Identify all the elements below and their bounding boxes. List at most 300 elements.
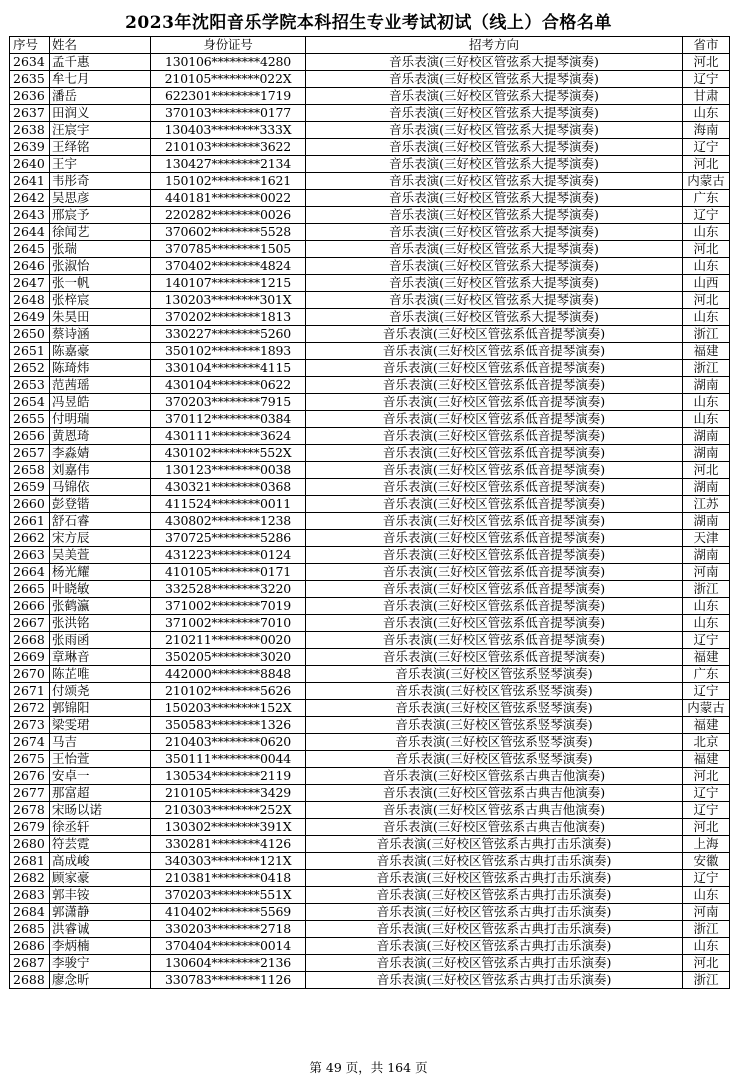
cell-id: 210211********0020 xyxy=(151,632,306,649)
cell-province: 福建 xyxy=(683,649,730,666)
cell-id: 130403********333X xyxy=(151,122,306,139)
table-row xyxy=(10,734,730,751)
cell-name: 顾家豪 xyxy=(50,870,151,887)
cell-name: 孟千惠 xyxy=(50,54,151,71)
cell-name: 黄恩琦 xyxy=(50,428,151,445)
cell-name: 张鹤瀛 xyxy=(50,598,151,615)
table-row xyxy=(10,292,730,309)
cell-province: 上海 xyxy=(683,836,730,853)
cell-id: 130106********4280 xyxy=(151,54,306,71)
cell-name: 张淑怡 xyxy=(50,258,151,275)
table-row xyxy=(10,343,730,360)
cell-id: 130123********0038 xyxy=(151,462,306,479)
table-row xyxy=(10,666,730,683)
cell-province: 山东 xyxy=(683,598,730,615)
cell-seq: 2674 xyxy=(10,734,50,751)
cell-province: 湖南 xyxy=(683,479,730,496)
cell-direction: 音乐表演(三好校区管弦系低音提琴演奏) xyxy=(306,564,683,581)
cell-name: 符芸霓 xyxy=(50,836,151,853)
cell-id: 370402********4824 xyxy=(151,258,306,275)
cell-seq: 2672 xyxy=(10,700,50,717)
cell-name: 李炳楠 xyxy=(50,938,151,955)
cell-id: 210381********0418 xyxy=(151,870,306,887)
cell-seq: 2642 xyxy=(10,190,50,207)
table-header-row xyxy=(10,37,730,54)
cell-name: 陈芷唯 xyxy=(50,666,151,683)
cell-direction: 音乐表演(三好校区管弦系古典打击乐演奏) xyxy=(306,853,683,870)
cell-seq: 2678 xyxy=(10,802,50,819)
cell-seq: 2658 xyxy=(10,462,50,479)
cell-province: 山西 xyxy=(683,275,730,292)
table-row xyxy=(10,360,730,377)
cell-id: 371002********7010 xyxy=(151,615,306,632)
cell-seq: 2651 xyxy=(10,343,50,360)
cell-seq: 2681 xyxy=(10,853,50,870)
cell-seq: 2654 xyxy=(10,394,50,411)
cell-seq: 2647 xyxy=(10,275,50,292)
table-row xyxy=(10,598,730,615)
cell-direction: 音乐表演(三好校区管弦系古典打击乐演奏) xyxy=(306,887,683,904)
table-row xyxy=(10,700,730,717)
cell-direction: 音乐表演(三好校区管弦系古典打击乐演奏) xyxy=(306,972,683,989)
cell-name: 张雨函 xyxy=(50,632,151,649)
cell-seq: 2649 xyxy=(10,309,50,326)
cell-name: 徐丞轩 xyxy=(50,819,151,836)
cell-province: 福建 xyxy=(683,717,730,734)
header-id: 身份证号 xyxy=(151,37,306,54)
cell-id: 442000********8848 xyxy=(151,666,306,683)
cell-seq: 2636 xyxy=(10,88,50,105)
cell-id: 150102********1621 xyxy=(151,173,306,190)
table-row xyxy=(10,870,730,887)
cell-province: 湖南 xyxy=(683,445,730,462)
cell-province: 山东 xyxy=(683,411,730,428)
table-row xyxy=(10,564,730,581)
cell-seq: 2668 xyxy=(10,632,50,649)
cell-id: 370202********1813 xyxy=(151,309,306,326)
cell-seq: 2646 xyxy=(10,258,50,275)
table-row xyxy=(10,479,730,496)
cell-name: 朱昊田 xyxy=(50,309,151,326)
cell-province: 山东 xyxy=(683,887,730,904)
table-row xyxy=(10,887,730,904)
table-row xyxy=(10,649,730,666)
cell-seq: 2657 xyxy=(10,445,50,462)
cell-name: 王宇 xyxy=(50,156,151,173)
cell-province: 北京 xyxy=(683,734,730,751)
cell-name: 李骏宁 xyxy=(50,955,151,972)
cell-id: 431223********0124 xyxy=(151,547,306,564)
cell-seq: 2641 xyxy=(10,173,50,190)
cell-province: 河北 xyxy=(683,156,730,173)
table-row xyxy=(10,717,730,734)
cell-id: 130534********2119 xyxy=(151,768,306,785)
table-row xyxy=(10,836,730,853)
cell-seq: 2662 xyxy=(10,530,50,547)
cell-name: 陈嘉豪 xyxy=(50,343,151,360)
cell-seq: 2661 xyxy=(10,513,50,530)
cell-province: 天津 xyxy=(683,530,730,547)
cell-seq: 2639 xyxy=(10,139,50,156)
cell-seq: 2660 xyxy=(10,496,50,513)
table-row xyxy=(10,819,730,836)
cell-direction: 音乐表演(三好校区管弦系古典吉他演奏) xyxy=(306,785,683,802)
table-row xyxy=(10,632,730,649)
cell-province: 河北 xyxy=(683,768,730,785)
table-row xyxy=(10,326,730,343)
cell-name: 范茜瑶 xyxy=(50,377,151,394)
table-row xyxy=(10,768,730,785)
cell-direction: 音乐表演(三好校区管弦系低音提琴演奏) xyxy=(306,377,683,394)
cell-name: 马吉 xyxy=(50,734,151,751)
cell-name: 马锦依 xyxy=(50,479,151,496)
table-row xyxy=(10,802,730,819)
cell-province: 浙江 xyxy=(683,921,730,938)
cell-direction: 音乐表演(三好校区管弦系大提琴演奏) xyxy=(306,258,683,275)
table-row xyxy=(10,139,730,156)
cell-province: 广东 xyxy=(683,666,730,683)
cell-name: 舒石睿 xyxy=(50,513,151,530)
cell-seq: 2684 xyxy=(10,904,50,921)
cell-province: 辽宁 xyxy=(683,802,730,819)
table-row xyxy=(10,224,730,241)
cell-id: 130203********301X xyxy=(151,292,306,309)
cell-direction: 音乐表演(三好校区管弦系大提琴演奏) xyxy=(306,88,683,105)
cell-direction: 音乐表演(三好校区管弦系大提琴演奏) xyxy=(306,190,683,207)
table-row xyxy=(10,207,730,224)
cell-direction: 音乐表演(三好校区管弦系大提琴演奏) xyxy=(306,173,683,190)
cell-province: 安徽 xyxy=(683,853,730,870)
cell-direction: 音乐表演(三好校区管弦系大提琴演奏) xyxy=(306,224,683,241)
cell-id: 430104********0622 xyxy=(151,377,306,394)
cell-direction: 音乐表演(三好校区管弦系低音提琴演奏) xyxy=(306,479,683,496)
cell-seq: 2664 xyxy=(10,564,50,581)
cell-id: 430321********0368 xyxy=(151,479,306,496)
cell-direction: 音乐表演(三好校区管弦系古典打击乐演奏) xyxy=(306,904,683,921)
cell-province: 辽宁 xyxy=(683,207,730,224)
cell-direction: 音乐表演(三好校区管弦系低音提琴演奏) xyxy=(306,632,683,649)
cell-direction: 音乐表演(三好校区管弦系低音提琴演奏) xyxy=(306,462,683,479)
table-row xyxy=(10,275,730,292)
cell-id: 210102********5626 xyxy=(151,683,306,700)
cell-province: 内蒙古 xyxy=(683,700,730,717)
cell-id: 622301********1719 xyxy=(151,88,306,105)
cell-direction: 音乐表演(三好校区管弦系竖琴演奏) xyxy=(306,700,683,717)
cell-seq: 2671 xyxy=(10,683,50,700)
cell-id: 130427********2134 xyxy=(151,156,306,173)
cell-province: 辽宁 xyxy=(683,71,730,88)
table-row xyxy=(10,904,730,921)
cell-province: 福建 xyxy=(683,343,730,360)
cell-direction: 音乐表演(三好校区管弦系古典吉他演奏) xyxy=(306,802,683,819)
header-seq: 序号 xyxy=(10,37,50,54)
cell-name: 廖念昕 xyxy=(50,972,151,989)
cell-seq: 2653 xyxy=(10,377,50,394)
cell-name: 韦彤奇 xyxy=(50,173,151,190)
table-row xyxy=(10,547,730,564)
cell-direction: 音乐表演(三好校区管弦系低音提琴演奏) xyxy=(306,581,683,598)
table-row xyxy=(10,88,730,105)
cell-name: 杨光耀 xyxy=(50,564,151,581)
table-row xyxy=(10,530,730,547)
cell-name: 徐闻艺 xyxy=(50,224,151,241)
cell-seq: 2685 xyxy=(10,921,50,938)
cell-province: 浙江 xyxy=(683,326,730,343)
cell-direction: 音乐表演(三好校区管弦系竖琴演奏) xyxy=(306,666,683,683)
cell-province: 河北 xyxy=(683,241,730,258)
header-name: 姓名 xyxy=(50,37,151,54)
cell-name: 吴思彦 xyxy=(50,190,151,207)
cell-id: 210105********022X xyxy=(151,71,306,88)
cell-name: 章琳音 xyxy=(50,649,151,666)
cell-seq: 2666 xyxy=(10,598,50,615)
cell-province: 湖南 xyxy=(683,547,730,564)
cell-seq: 2669 xyxy=(10,649,50,666)
cell-name: 牟七月 xyxy=(50,71,151,88)
cell-direction: 音乐表演(三好校区管弦系大提琴演奏) xyxy=(306,71,683,88)
cell-province: 福建 xyxy=(683,751,730,768)
cell-direction: 音乐表演(三好校区管弦系低音提琴演奏) xyxy=(306,445,683,462)
cell-id: 370203********7915 xyxy=(151,394,306,411)
cell-id: 430102********552X xyxy=(151,445,306,462)
cell-direction: 音乐表演(三好校区管弦系竖琴演奏) xyxy=(306,751,683,768)
cell-province: 山东 xyxy=(683,309,730,326)
cell-direction: 音乐表演(三好校区管弦系大提琴演奏) xyxy=(306,309,683,326)
cell-seq: 2688 xyxy=(10,972,50,989)
table-row xyxy=(10,190,730,207)
cell-id: 370404********0014 xyxy=(151,938,306,955)
cell-seq: 2635 xyxy=(10,71,50,88)
cell-direction: 音乐表演(三好校区管弦系竖琴演奏) xyxy=(306,717,683,734)
table-row xyxy=(10,462,730,479)
table-row xyxy=(10,173,730,190)
table-row xyxy=(10,938,730,955)
cell-direction: 音乐表演(三好校区管弦系低音提琴演奏) xyxy=(306,530,683,547)
table-row xyxy=(10,751,730,768)
cell-id: 220282********0026 xyxy=(151,207,306,224)
cell-direction: 音乐表演(三好校区管弦系古典打击乐演奏) xyxy=(306,938,683,955)
cell-id: 350111********0044 xyxy=(151,751,306,768)
cell-id: 330281********4126 xyxy=(151,836,306,853)
cell-id: 370602********5528 xyxy=(151,224,306,241)
table-row xyxy=(10,921,730,938)
cell-id: 430802********1238 xyxy=(151,513,306,530)
cell-name: 那富超 xyxy=(50,785,151,802)
cell-name: 邢宸予 xyxy=(50,207,151,224)
cell-direction: 音乐表演(三好校区管弦系低音提琴演奏) xyxy=(306,360,683,377)
table-row xyxy=(10,309,730,326)
cell-seq: 2643 xyxy=(10,207,50,224)
cell-id: 210303********252X xyxy=(151,802,306,819)
cell-name: 冯昱皓 xyxy=(50,394,151,411)
cell-province: 湖南 xyxy=(683,377,730,394)
cell-name: 潘岳 xyxy=(50,88,151,105)
cell-province: 河南 xyxy=(683,564,730,581)
cell-seq: 2652 xyxy=(10,360,50,377)
cell-province: 河北 xyxy=(683,819,730,836)
cell-id: 210403********0620 xyxy=(151,734,306,751)
cell-province: 辽宁 xyxy=(683,139,730,156)
table-row xyxy=(10,496,730,513)
cell-province: 山东 xyxy=(683,224,730,241)
table-row xyxy=(10,394,730,411)
cell-province: 湖南 xyxy=(683,513,730,530)
cell-province: 河北 xyxy=(683,292,730,309)
page-number: 第 49 页，共 164 页 xyxy=(309,1060,428,1075)
cell-direction: 音乐表演(三好校区管弦系低音提琴演奏) xyxy=(306,513,683,530)
cell-province: 河北 xyxy=(683,462,730,479)
cell-province: 山东 xyxy=(683,615,730,632)
table-row xyxy=(10,615,730,632)
cell-id: 350583********1326 xyxy=(151,717,306,734)
cell-seq: 2638 xyxy=(10,122,50,139)
cell-direction: 音乐表演(三好校区管弦系低音提琴演奏) xyxy=(306,394,683,411)
cell-id: 410402********5569 xyxy=(151,904,306,921)
cell-name: 刘嘉伟 xyxy=(50,462,151,479)
cell-province: 河南 xyxy=(683,904,730,921)
cell-province: 山东 xyxy=(683,938,730,955)
cell-seq: 2680 xyxy=(10,836,50,853)
cell-direction: 音乐表演(三好校区管弦系大提琴演奏) xyxy=(306,207,683,224)
cell-seq: 2634 xyxy=(10,54,50,71)
cell-direction: 音乐表演(三好校区管弦系竖琴演奏) xyxy=(306,683,683,700)
cell-name: 彭登锴 xyxy=(50,496,151,513)
table-row xyxy=(10,241,730,258)
cell-seq: 2648 xyxy=(10,292,50,309)
cell-seq: 2650 xyxy=(10,326,50,343)
cell-seq: 2673 xyxy=(10,717,50,734)
cell-direction: 音乐表演(三好校区管弦系大提琴演奏) xyxy=(306,105,683,122)
cell-id: 370203********551X xyxy=(151,887,306,904)
cell-province: 辽宁 xyxy=(683,785,730,802)
cell-id: 430111********3624 xyxy=(151,428,306,445)
table-row xyxy=(10,853,730,870)
cell-name: 陈琦炜 xyxy=(50,360,151,377)
cell-seq: 2655 xyxy=(10,411,50,428)
cell-province: 河北 xyxy=(683,54,730,71)
cell-province: 海南 xyxy=(683,122,730,139)
table-row xyxy=(10,683,730,700)
table-body xyxy=(10,54,730,989)
cell-seq: 2659 xyxy=(10,479,50,496)
cell-seq: 2683 xyxy=(10,887,50,904)
cell-direction: 音乐表演(三好校区管弦系大提琴演奏) xyxy=(306,292,683,309)
cell-province: 辽宁 xyxy=(683,683,730,700)
cell-id: 130604********2136 xyxy=(151,955,306,972)
cell-direction: 音乐表演(三好校区管弦系低音提琴演奏) xyxy=(306,428,683,445)
cell-id: 350102********1893 xyxy=(151,343,306,360)
cell-name: 梁雯珺 xyxy=(50,717,151,734)
table-row xyxy=(10,513,730,530)
table-row xyxy=(10,955,730,972)
cell-seq: 2665 xyxy=(10,581,50,598)
cell-direction: 音乐表演(三好校区管弦系低音提琴演奏) xyxy=(306,598,683,615)
cell-name: 郭丰铵 xyxy=(50,887,151,904)
cell-name: 叶晓敏 xyxy=(50,581,151,598)
page-title: 2023年沈阳音乐学院本科招生专业考试初试（线上）合格名单 xyxy=(125,13,612,33)
table-row xyxy=(10,258,730,275)
cell-province: 广东 xyxy=(683,190,730,207)
cell-direction: 音乐表演(三好校区管弦系竖琴演奏) xyxy=(306,734,683,751)
cell-id: 340303********121X xyxy=(151,853,306,870)
cell-direction: 音乐表演(三好校区管弦系低音提琴演奏) xyxy=(306,496,683,513)
table-row xyxy=(10,122,730,139)
cell-province: 辽宁 xyxy=(683,870,730,887)
cell-id: 140107********1215 xyxy=(151,275,306,292)
cell-direction: 音乐表演(三好校区管弦系低音提琴演奏) xyxy=(306,343,683,360)
cell-province: 浙江 xyxy=(683,972,730,989)
cell-name: 张一帆 xyxy=(50,275,151,292)
cell-seq: 2645 xyxy=(10,241,50,258)
cell-id: 210105********3429 xyxy=(151,785,306,802)
cell-direction: 音乐表演(三好校区管弦系大提琴演奏) xyxy=(306,275,683,292)
cell-name: 田润义 xyxy=(50,105,151,122)
cell-id: 370112********0384 xyxy=(151,411,306,428)
cell-name: 李淼婧 xyxy=(50,445,151,462)
cell-direction: 音乐表演(三好校区管弦系古典吉他演奏) xyxy=(306,768,683,785)
cell-direction: 音乐表演(三好校区管弦系大提琴演奏) xyxy=(306,156,683,173)
cell-id: 410105********0171 xyxy=(151,564,306,581)
header-province: 省市 xyxy=(683,37,730,54)
cell-id: 440181********0022 xyxy=(151,190,306,207)
cell-name: 汪宸宇 xyxy=(50,122,151,139)
cell-seq: 2675 xyxy=(10,751,50,768)
cell-name: 付明瑞 xyxy=(50,411,151,428)
cell-province: 辽宁 xyxy=(683,632,730,649)
cell-seq: 2663 xyxy=(10,547,50,564)
table-row xyxy=(10,581,730,598)
cell-name: 郭潇静 xyxy=(50,904,151,921)
cell-id: 150203********152X xyxy=(151,700,306,717)
cell-name: 宋旸以诺 xyxy=(50,802,151,819)
cell-seq: 2676 xyxy=(10,768,50,785)
cell-direction: 音乐表演(三好校区管弦系大提琴演奏) xyxy=(306,122,683,139)
cell-name: 高成峻 xyxy=(50,853,151,870)
cell-id: 330227********5260 xyxy=(151,326,306,343)
cell-province: 浙江 xyxy=(683,581,730,598)
cell-seq: 2667 xyxy=(10,615,50,632)
cell-id: 330104********4115 xyxy=(151,360,306,377)
cell-seq: 2644 xyxy=(10,224,50,241)
cell-direction: 音乐表演(三好校区管弦系大提琴演奏) xyxy=(306,241,683,258)
cell-province: 山东 xyxy=(683,258,730,275)
cell-province: 江苏 xyxy=(683,496,730,513)
cell-direction: 音乐表演(三好校区管弦系古典打击乐演奏) xyxy=(306,921,683,938)
header-direction: 招考方向 xyxy=(306,37,683,54)
cell-direction: 音乐表演(三好校区管弦系古典吉他演奏) xyxy=(306,819,683,836)
cell-direction: 音乐表演(三好校区管弦系低音提琴演奏) xyxy=(306,547,683,564)
cell-id: 371002********7019 xyxy=(151,598,306,615)
cell-name: 郭锦阳 xyxy=(50,700,151,717)
cell-seq: 2679 xyxy=(10,819,50,836)
cell-seq: 2670 xyxy=(10,666,50,683)
cell-id: 350205********3020 xyxy=(151,649,306,666)
cell-name: 洪睿诚 xyxy=(50,921,151,938)
cell-name: 付颂尧 xyxy=(50,683,151,700)
cell-name: 宋方辰 xyxy=(50,530,151,547)
cell-name: 蔡诗涵 xyxy=(50,326,151,343)
cell-seq: 2637 xyxy=(10,105,50,122)
table-row xyxy=(10,54,730,71)
cell-seq: 2687 xyxy=(10,955,50,972)
cell-name: 张梓宸 xyxy=(50,292,151,309)
table-row xyxy=(10,377,730,394)
cell-id: 330783********1126 xyxy=(151,972,306,989)
table-row xyxy=(10,105,730,122)
cell-direction: 音乐表演(三好校区管弦系大提琴演奏) xyxy=(306,139,683,156)
cell-province: 湖南 xyxy=(683,428,730,445)
table-row xyxy=(10,71,730,88)
